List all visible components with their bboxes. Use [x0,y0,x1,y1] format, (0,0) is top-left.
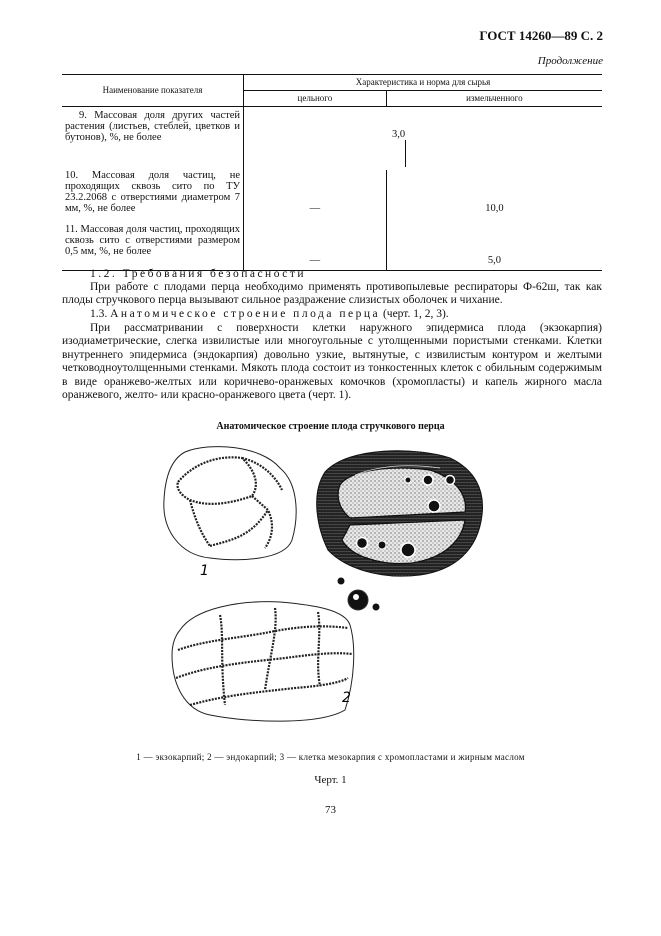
table-header-row [62,75,602,91]
mesocarp-drawing [317,451,483,611]
page-number: 73 [325,804,336,816]
document-header: ГОСТ 14260—89 С. 2 [479,28,603,43]
figure-label-2: 2 [342,690,351,706]
anatomy-heading-number: 1.3. [90,308,108,320]
row-shared-value: 3,0 [392,129,406,140]
anatomy-paragraph: При рассматривании с поверхности клетки наружного эпидермиса плода (экзокарпия) изодиаметрические, слегка извилистые или многоугольные с утолщенными пористыми стенками. Клетки внутреннего эпидермиса (эндокарпия) довольно узкие, вытянутые, с извилистым контуром и желтыми четководноутолщенными стенками. Мякоть плода состоит из тонкостенных клеток с обильным содержимым в виде оранжево-желтых или коричнево-оранжевых комочков (хромопласты) и капель жирного масла оранжевого, желто- или красно-оранжевого цвета (черт. 1). [62,322,602,402]
row-name-text: 11. Массовая доля частиц, проходящих сквозь сито с отверстиями размером 0,5 мм, %, не более [65,224,240,257]
column-header-whole: цельного [244,91,387,107]
safety-heading: 1.2. Требования безопасности [90,268,307,280]
row-whole-value: — [244,220,387,271]
anatomy-heading-reference: (черт. 1, 2, 3). [382,308,449,320]
figure-caption: 1 — экзокарпий; 2 — эндокарпий; 3 — клетка мезокарпия с хромопластами и жирным маслом [136,752,525,762]
table-row [62,170,602,220]
table-row [62,107,602,171]
figure-label-3: 3 [462,553,471,569]
row-whole-value: — [244,170,387,220]
figure-title: Анатомическое строение плода стручкового перца [216,421,445,432]
endocarp-drawing [172,602,354,721]
row-name [62,220,244,271]
anatomy-heading-title: Анатомическое строение плода перца [110,308,381,320]
continuation-label: Продолжение [537,55,603,67]
column-header-ground: измельченного [386,91,602,107]
row-shared-value-cell [244,107,603,171]
figure-label-1: 1 [200,563,209,579]
row-name [62,107,244,171]
figure-number: Черт. 1 [314,774,347,786]
exocarp-drawing [164,447,296,579]
anatomy-heading [62,308,602,321]
anatomy-illustration [150,440,520,730]
column-header-name: Наименование показателя [62,75,244,107]
specification-table [62,74,602,271]
table-row [62,220,602,271]
row-ground-value: 10,0 [485,203,504,214]
row-name-text: 9. Массовая доля других частей растения (листьев, стеблей, цветков и бутонов), %, не более [65,110,240,143]
row-name [62,170,244,220]
row-ground-value: 5,0 [386,220,602,271]
column-header-characteristic: Характеристика и норма для сырья [244,75,603,91]
safety-paragraph: При работе с плодами перца необходимо применять противопылевые респираторы Ф-62ш, так как плоды стручкового перца вызывают сильное раздражение слизистых оболочек и чихание. [62,281,602,307]
row-name-text: 10. Массовая доля частиц, не проходящих сквозь сито по ТУ 23.2.2068 с отверстиями диаметром 7 мм, %, не более [65,170,240,214]
